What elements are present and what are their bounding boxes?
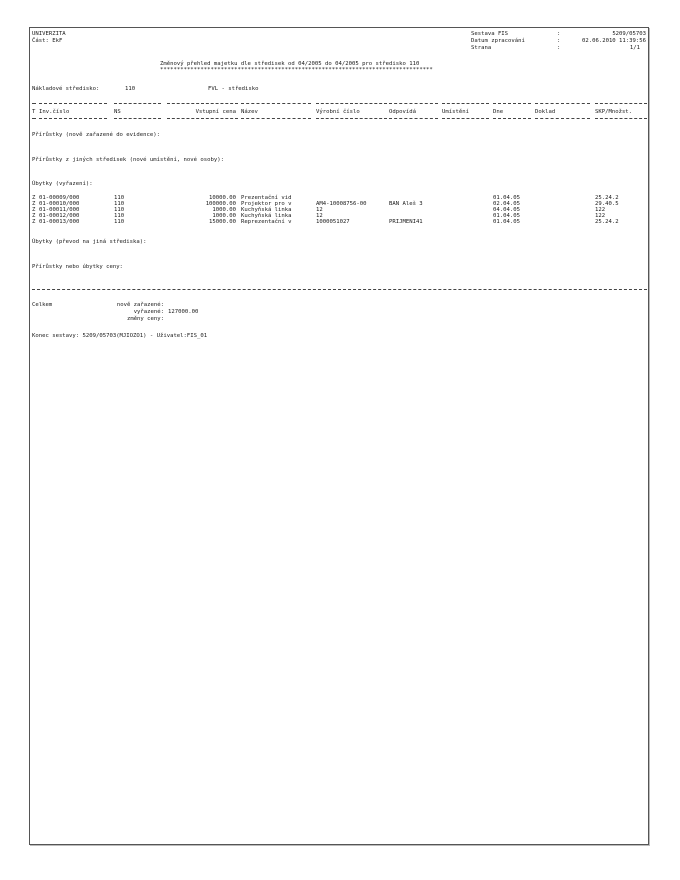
cell-cost-center: 110 [114, 219, 125, 225]
column-rule [167, 118, 238, 119]
cell-type: Z [32, 207, 36, 213]
col-doc: Doklad [535, 109, 556, 115]
cell-responsible: PRIJMENI41 [389, 219, 423, 225]
column-rule [114, 118, 161, 119]
cell-responsible: BAN Aleš 3 [389, 201, 423, 207]
column-rule [389, 103, 438, 104]
date-label: Datum zpracování [471, 38, 525, 44]
org-name: UNIVERZITA [32, 31, 66, 37]
col-date: Dne [493, 109, 504, 115]
column-rule [32, 103, 36, 104]
cell-date: 01.04.05 [493, 213, 520, 219]
page-sep: : [557, 45, 561, 51]
cost-center-code: 110 [125, 86, 136, 92]
cell-date: 02.04.05 [493, 201, 520, 207]
col-t: T [32, 109, 36, 115]
cell-price: 10000.00 [209, 195, 236, 201]
cell-skp: 25.24.2 [595, 195, 619, 201]
cell-inv-number: 01-00012/000 [39, 213, 80, 219]
report-page [29, 27, 649, 845]
cost-center-label: Nákladové středisko: [32, 86, 100, 92]
column-rule [316, 118, 387, 119]
totals-disposed-label: vyřazené: [133, 309, 164, 315]
col-resp: Odpovídá [389, 109, 416, 115]
cell-serial: 12 [316, 207, 323, 213]
date-sep: : [557, 38, 561, 44]
cell-serial: 12 [316, 213, 323, 219]
cell-serial: 1000051027 [316, 219, 350, 225]
cell-type: Z [32, 201, 36, 207]
cell-cost-center: 110 [114, 195, 125, 201]
col-inv: Inv.číslo [39, 109, 70, 115]
section-price-changes: Přírůstky nebo úbytky ceny: [32, 264, 123, 270]
cell-price: 1000.00 [212, 213, 236, 219]
col-loc: Umístění [442, 109, 469, 115]
column-rule [39, 103, 107, 104]
totals-label: Celkem [32, 302, 53, 308]
cell-skp: 122 [595, 213, 606, 219]
cell-cost-center: 110 [114, 213, 125, 219]
column-rule [389, 118, 438, 119]
title-underline: ********************************************************************************* [160, 67, 433, 73]
column-rule [493, 103, 531, 104]
cell-name: Prezentační vid [241, 195, 292, 201]
cell-name: Kuchyňská linka [241, 207, 292, 213]
cell-skp: 29.40.5 [595, 201, 619, 207]
cell-cost-center: 110 [114, 207, 125, 213]
cell-type: Z [32, 219, 36, 225]
cell-inv-number: 01-00011/000 [39, 207, 80, 213]
section-disposals: Úbytky (vyřazení): [32, 181, 93, 187]
section-additions-other: Přírůstky z jiných středisek (nové umístění, nové osoby): [32, 157, 224, 163]
cell-price: 1000.00 [212, 207, 236, 213]
cell-date: 04.04.05 [493, 207, 520, 213]
section-additions-new: Přírůstky (nově zařazené do evidence): [32, 132, 160, 138]
cell-inv-number: 01-00009/000 [39, 195, 80, 201]
column-rule [442, 118, 489, 119]
section-transfers-out: Úbytky (převod na jiná střediska): [32, 239, 147, 245]
column-rule [316, 103, 387, 104]
cell-inv-number: 01-00010/000 [39, 201, 80, 207]
column-rule [114, 103, 161, 104]
cell-skp: 122 [595, 207, 606, 213]
cell-price: 15000.00 [209, 219, 236, 225]
column-rule [32, 118, 36, 119]
column-rule [493, 118, 531, 119]
cell-skp: 25.24.2 [595, 219, 619, 225]
col-skp: SKP/Množst. [595, 109, 633, 115]
date-value: 02.06.2010 11:39:56 [582, 38, 646, 44]
cell-cost-center: 110 [114, 201, 125, 207]
col-price: Vstupní cena [195, 109, 236, 115]
page-value: 1/1 [629, 45, 640, 51]
col-ns: NS [114, 109, 121, 115]
cell-date: 01.04.05 [493, 219, 520, 225]
cell-name: Kuchyňská linka [241, 213, 292, 219]
totals-new-label: nově zařazené: [116, 302, 164, 308]
column-rule [241, 118, 311, 119]
column-rule [535, 118, 590, 119]
cell-price: 100000.00 [205, 201, 236, 207]
column-rule [442, 103, 489, 104]
cell-inv-number: 01-00013/000 [39, 219, 80, 225]
column-rule [39, 118, 107, 119]
cell-name: Projektor pro v [241, 201, 292, 207]
col-name: Název [241, 109, 258, 115]
report-title: Změnový přehled majetku dle středisek od 04/2005 do 04/2005 pro středisko 110 [160, 61, 420, 67]
totals-price-label: změny ceny: [126, 316, 164, 322]
column-rule [595, 103, 647, 104]
column-rule [595, 118, 647, 119]
cell-name: Reprezentační v [241, 219, 292, 225]
col-serial: Výrobní číslo [316, 109, 360, 115]
cell-type: Z [32, 195, 36, 201]
column-rule [535, 103, 590, 104]
column-rule [167, 103, 238, 104]
cost-center-name: FVL - středisko [208, 86, 259, 92]
page-label: Strana [471, 45, 492, 51]
cell-date: 01.04.05 [493, 195, 520, 201]
report-id: 5209/05703 [612, 31, 646, 37]
report-footer: Konec sestavy: 5209/05703(MJIOZO1) - Uživatel:FIS_01 [32, 333, 208, 339]
system-sep: : [557, 31, 561, 37]
totals-disposed-value: 127000.00 [168, 309, 199, 315]
column-rule [241, 103, 311, 104]
org-part: Část: EkF [32, 38, 63, 44]
separator-line [32, 289, 647, 290]
cell-type: Z [32, 213, 36, 219]
cell-serial: AM4-10008756-00 [316, 201, 367, 207]
system-label: Sestava FIS [471, 31, 509, 37]
